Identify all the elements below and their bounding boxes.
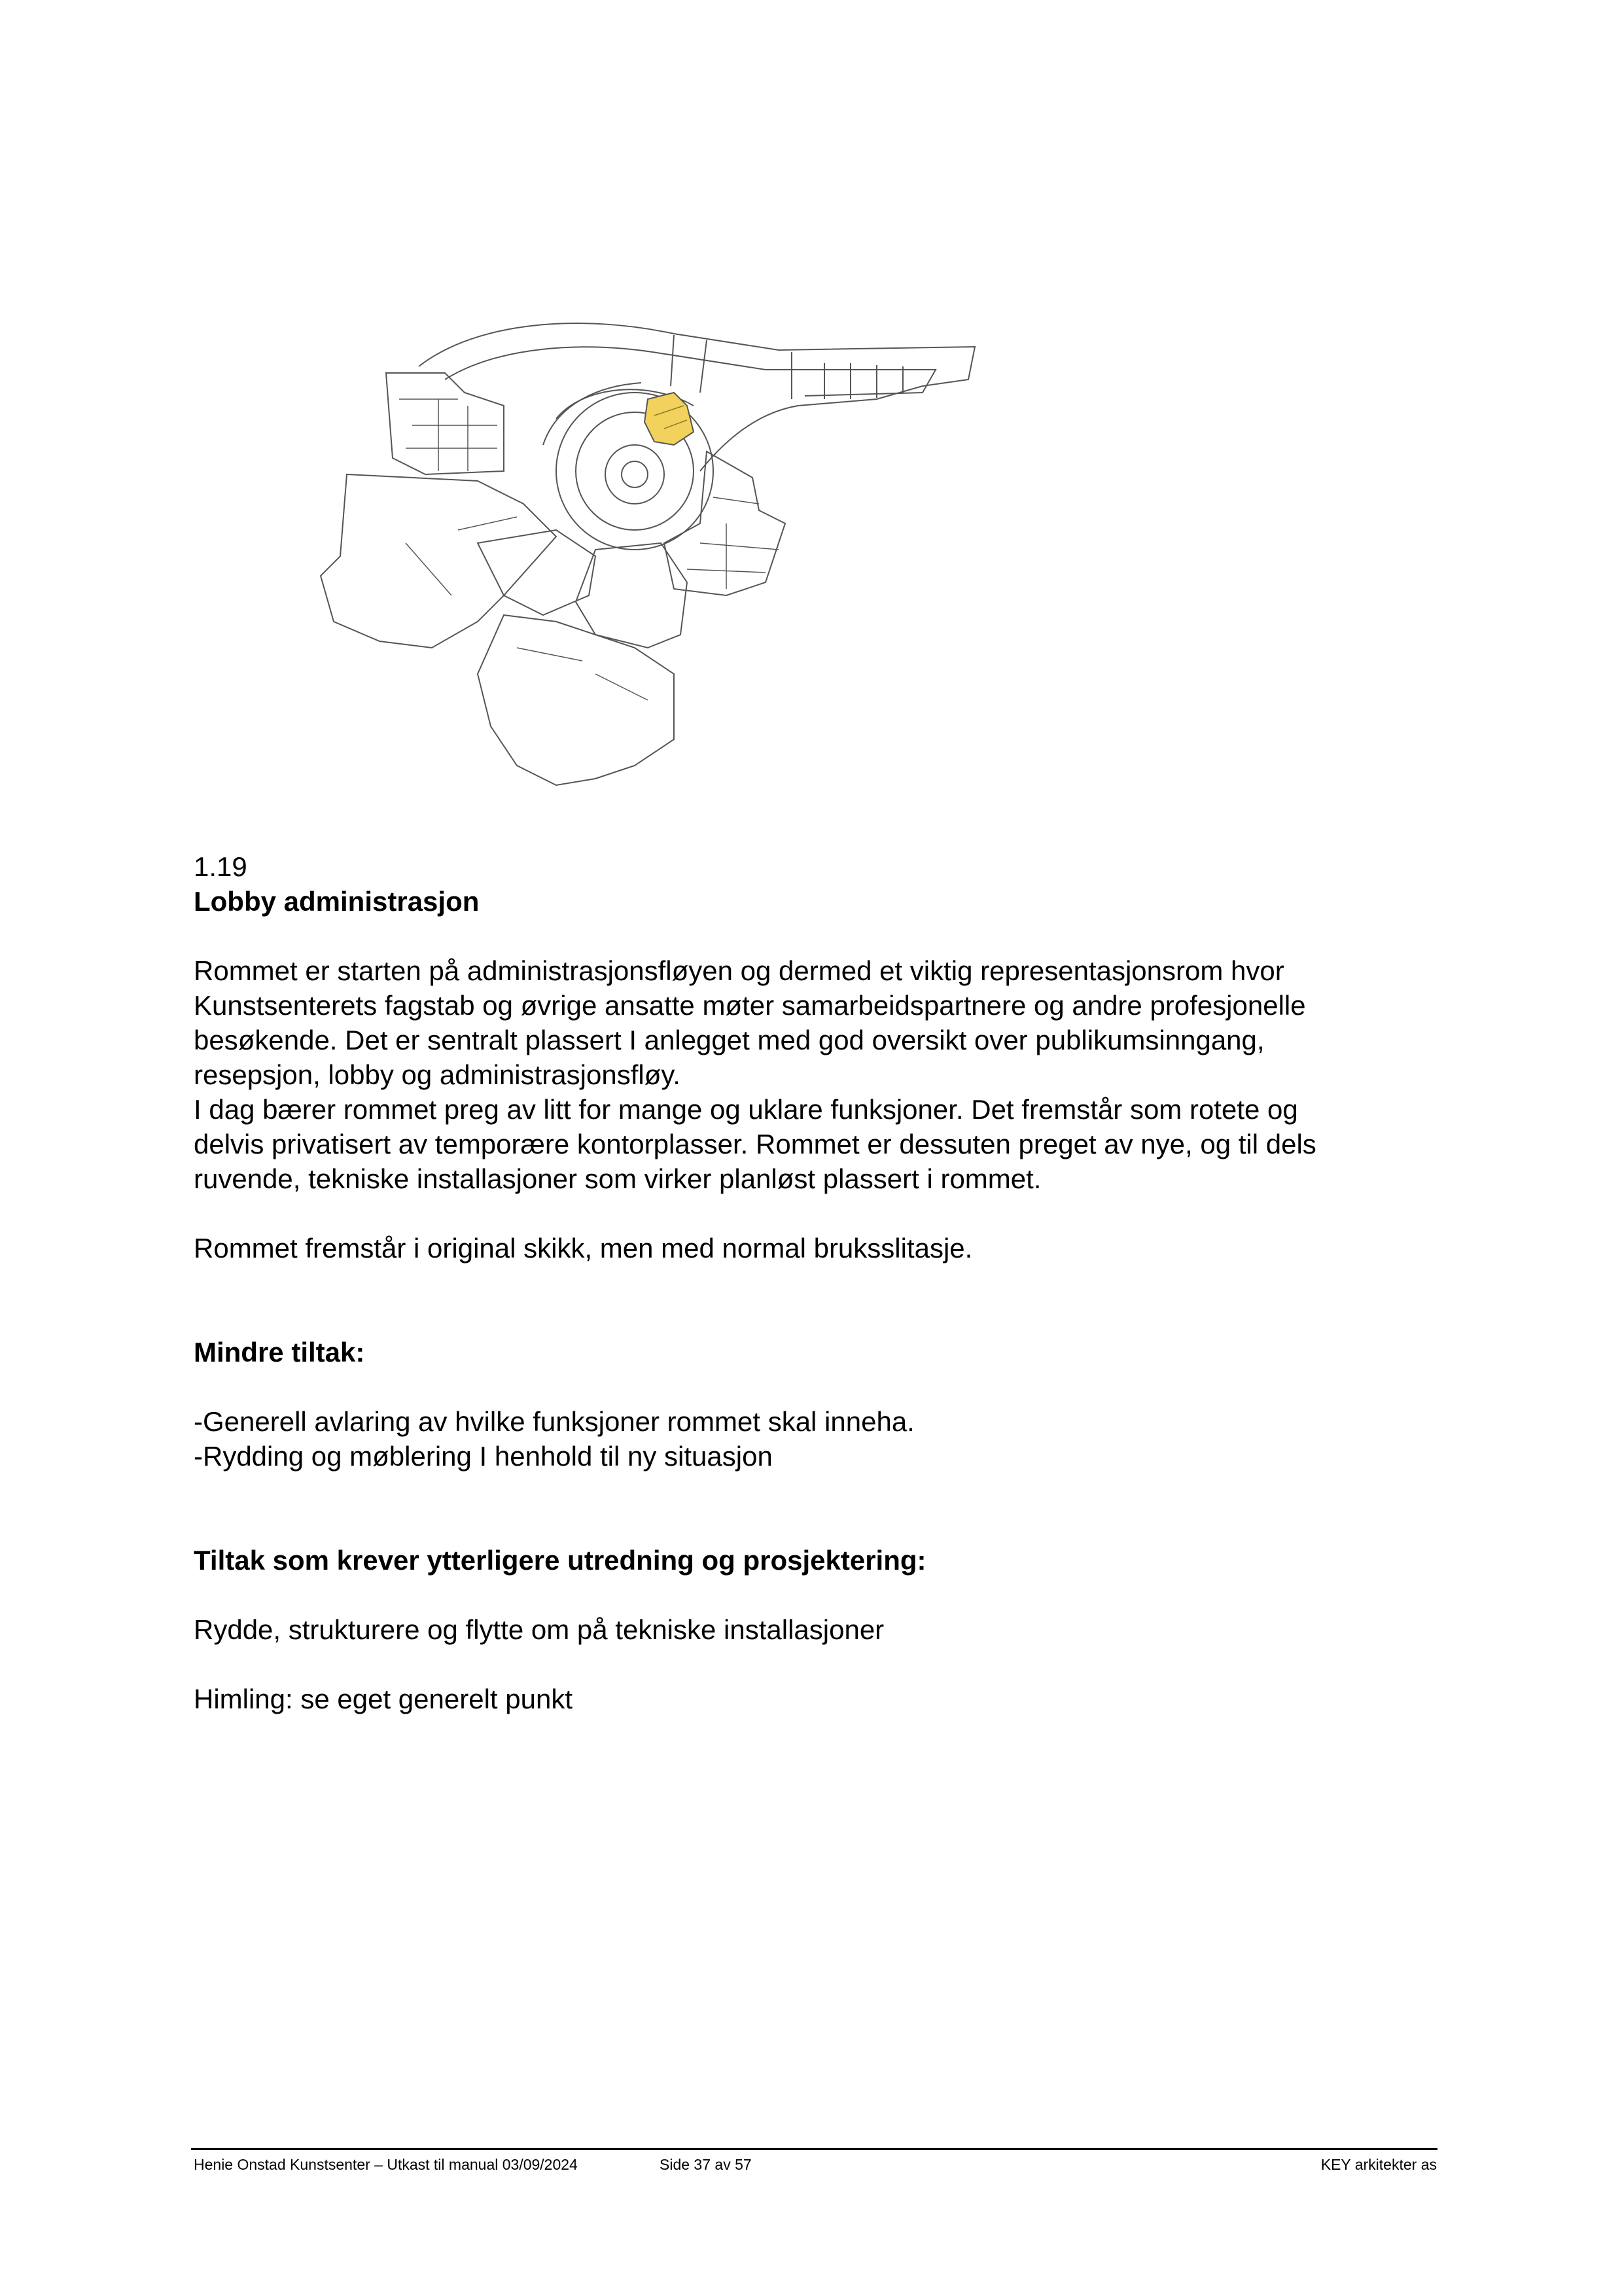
minor-measure-item: -Generell avlaring av hvilke funksjoner rommet skal inneha. xyxy=(194,1406,915,1437)
plan-outline-north xyxy=(419,323,975,471)
body-paragraph-2: Rommet fremstår i original skikk, men med normal bruksslitasje. xyxy=(194,1233,973,1263)
body-line: Kunstsenterets fagstab og øvrige ansatte møter samarbeidspartnere og andre profesjonelle xyxy=(194,990,1306,1021)
footer-company: KEY arkitekter as xyxy=(1320,2156,1437,2173)
floor-plan-drawing xyxy=(308,308,988,805)
further-measures-heading: Tiltak som krever ytterligere utredning og prosjektering: xyxy=(194,1545,926,1576)
body-line: I dag bærer rommet preg av litt for mange og uklare funksjoner. Det fremstår som rotete og xyxy=(194,1094,1298,1125)
plan-east-block xyxy=(664,451,785,595)
body-line: ruvende, tekniske installasjoner som virker planløst plassert i rommet. xyxy=(194,1163,1042,1194)
body-line: delvis privatisert av temporære kontorplasser. Rommet er dessuten preget av nye, og til dels xyxy=(194,1129,1316,1159)
footer-document-title: Henie Onstad Kunstsenter – Utkast til manual 03/09/2024 xyxy=(194,2156,578,2173)
further-measure-item: Himling: se eget generelt punkt xyxy=(194,1684,573,1714)
body-line: resepsjon, lobby og administrasjonsfløy. xyxy=(194,1059,680,1090)
further-measure-item: Rydde, strukturere og flytte om på tekniske installasjoner xyxy=(194,1614,885,1645)
minor-measure-item: -Rydding og møblering I henhold til ny situasjon xyxy=(194,1441,773,1472)
footer-divider xyxy=(191,2148,1437,2150)
plan-gallery-south xyxy=(478,615,674,785)
plan-wing-inner xyxy=(445,347,936,396)
body-line: Rommet er starten på administrasjonsfløyen og dermed et viktig representasjonsrom hvor xyxy=(194,955,1284,986)
minor-measures-heading: Mindre tiltak: xyxy=(194,1337,365,1368)
highlighted-room-lobby xyxy=(644,393,694,445)
plan-gallery-center xyxy=(478,530,595,615)
plan-gallery-east xyxy=(576,543,687,648)
plan-gallery-west xyxy=(321,474,556,648)
section-number: 1.19 xyxy=(194,851,247,882)
body-line: besøkende. Det er sentralt plassert I anlegget med god oversikt over publikumsinngang, xyxy=(194,1025,1265,1055)
section-title: Lobby administrasjon xyxy=(194,886,480,917)
plan-west-block xyxy=(386,373,504,474)
footer-page-number: Side 37 av 57 xyxy=(660,2156,752,2173)
